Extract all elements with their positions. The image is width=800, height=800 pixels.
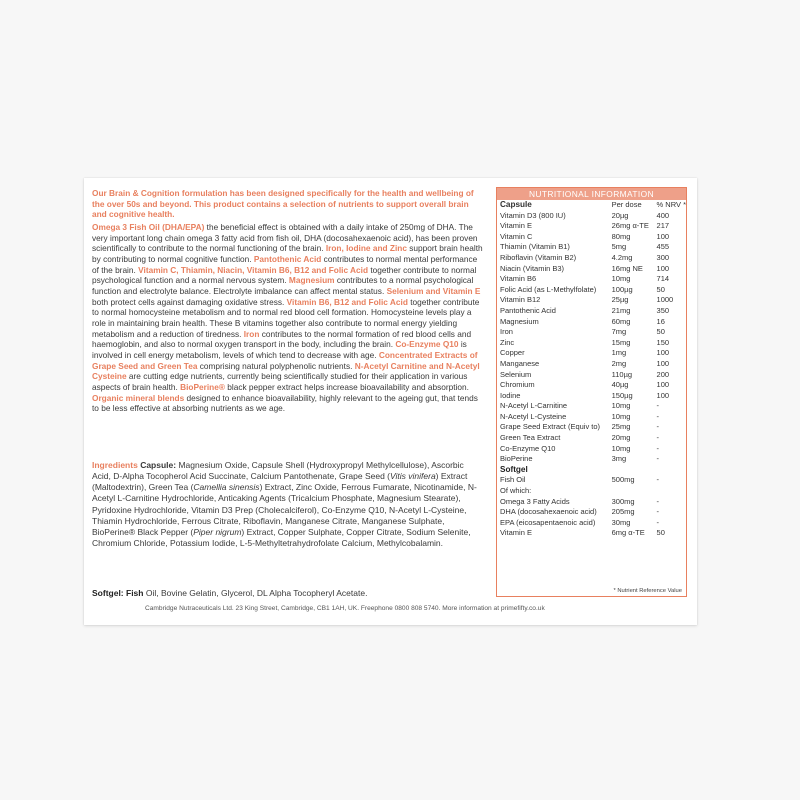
benefit-text: are cutting edge nutrients, currently being scientifically studied for their application in various aspects of brain health. (92, 371, 468, 392)
nutrient-name: Vitamin E (500, 221, 532, 231)
per-dose: 80mg (611, 231, 631, 241)
nutrient-name: Zinc (500, 337, 515, 347)
per-dose: 10mg (611, 401, 631, 411)
nutrition-row (497, 454, 686, 465)
nutrition-row (497, 359, 686, 370)
ingredients-capsule-text: ) Extract, Copper Sulphate, Copper Citrate, Sodium Selenite, Chromium Chloride, Potassium Iodide, L-5-Methyltetrahydrofolate Calcium, Methylcobalamin. (92, 526, 471, 549)
nutrient-name: Capsule (500, 200, 532, 209)
nutrition-row (497, 507, 686, 518)
softgel-label: Softgel: Fish (92, 588, 144, 598)
nrv-percent: - (656, 454, 660, 464)
nutrient-name: Folic Acid (as L-Methylfolate) (500, 284, 597, 294)
nutrition-row (497, 211, 686, 222)
nrv-percent: 100 (656, 380, 670, 390)
nutrient-highlight: BioPerine® (180, 381, 225, 392)
benefit-text: together contribute to normal homocysteine metabolism and to normal red blood cell formation. Homocysteine levels play a role in maintaining brain health. These B vitamins together also contribute to normal energy yielding metabolism and a reduction of tiredness. (92, 296, 480, 339)
per-dose: 500mg (611, 475, 635, 485)
nutrition-row (497, 412, 686, 423)
nutrition-row (497, 338, 686, 349)
nrv-percent: 100 (656, 390, 670, 400)
per-dose: 2mg (611, 358, 627, 368)
nrv-percent: 100 (656, 358, 670, 368)
nrv-percent: 350 (656, 305, 670, 315)
nrv-percent: - (656, 422, 660, 432)
nutrition-row (497, 401, 686, 412)
nutrition-row (497, 253, 686, 264)
nrv-percent: - (656, 475, 660, 485)
nutrition-row (497, 327, 686, 338)
per-dose: 26mg α-TE (611, 221, 649, 231)
nrv-percent: 50 (656, 528, 665, 538)
per-dose: 10mg (611, 443, 631, 453)
nrv-percent: - (656, 507, 660, 517)
ingredients-capsule-text: Magnesium Oxide, Capsule Shell (Hydroxypropyl Methylcellulose), Ascorbic Acid, D-Alpha Tocopherol Acid Succinate, Calcium Pantothenate, Grape Seed ( (92, 460, 464, 482)
nutrient-highlight: Vitamin B6, B12 and Folic Acid (286, 296, 408, 307)
nrv-percent: 150 (656, 337, 670, 347)
nutrition-row (497, 422, 686, 433)
ingredients-text (92, 460, 484, 549)
per-dose: 25mg (611, 422, 631, 432)
intro-text: Our Brain & Cognition formulation has been designed specifically for the health and wellbeing of the over 50s and beyond. This product contains a selection of nutrients to support overall brain and cognitive health. (92, 188, 474, 220)
nutrient-name: EPA (eicosapentaenoic acid) (500, 517, 596, 527)
benefit-text: designed to enhance bioavailability, highly relevant to the ageing gut, that tends to be less effective at absorbing nutrients as we age. (92, 392, 478, 414)
nutrition-row (497, 444, 686, 455)
nrv-percent: 714 (656, 274, 670, 284)
nrv-percent: - (656, 496, 660, 506)
nutrition-row (497, 221, 686, 232)
benefits-text (92, 222, 484, 414)
benefit-text: is involved in cell energy metabolism, levels of which tend to decrease with age. (92, 339, 467, 360)
softgel-ingredients (92, 588, 484, 598)
nutrient-highlight: Iron, Iodine and Zinc (325, 243, 407, 254)
per-dose: 110µg (611, 369, 633, 379)
per-dose: 6mg α-TE (611, 528, 645, 538)
nutrient-name: Selenium (500, 369, 532, 379)
nrv-percent: - (656, 433, 660, 443)
nutrient-highlight: Iron (243, 328, 260, 339)
nutrient-name: Green Tea Extract (500, 433, 561, 443)
nutrient-name: N-Acetyl L-Cysteine (500, 411, 567, 421)
nutrition-row (497, 242, 686, 253)
nrv-percent: 16 (656, 316, 665, 326)
benefit-text: the beneficial effect is obtained with a daily intake of 250mg of DHA. The very important long chain omega 3 fatty acid from fish oil, DHA (docosahexaenoic acid), has been proven scientifically to contribute to the normal functioning of the brain. (92, 222, 478, 254)
per-dose: 25µg (611, 295, 629, 305)
per-dose: 15mg (611, 337, 631, 347)
nrv-footnote: * Nutrient Reference Value (613, 588, 682, 594)
nutrition-row (497, 295, 686, 306)
nutrient-name: Vitamin B6 (500, 274, 537, 284)
nutrient-name: Iron (500, 327, 513, 337)
nutrient-name: Fish Oil (500, 475, 526, 485)
nutrient-name: Co-Enzyme Q10 (500, 443, 556, 453)
nutrient-name: Riboflavin (Vitamin B2) (500, 252, 577, 262)
nrv-percent: - (656, 411, 660, 421)
nrv-percent: 100 (656, 348, 670, 358)
benefit-text: contributes to a normal psychological function and electrolyte balance. Electrolyte imbalance can affect mental status. (92, 275, 474, 296)
per-dose: 4.2mg (611, 252, 633, 262)
nutrient-name: Grape Seed Extract (Equiv to) (500, 422, 601, 432)
nutrition-row (497, 306, 686, 317)
benefit-text: support brain health by contributing to normal cognitive function. (92, 243, 483, 264)
nrv-percent: 217 (656, 221, 670, 231)
nutrition-row (497, 433, 686, 444)
per-dose: 21mg (611, 305, 631, 315)
per-dose: 10mg (611, 274, 631, 284)
benefit-text: contributes to normal mental performance of the brain. (92, 253, 478, 275)
nrv-percent: 100 (656, 231, 670, 241)
latin-name: Piper nigrum (193, 526, 242, 537)
nutrition-row (497, 317, 686, 328)
per-dose: 60mg (611, 316, 631, 326)
nutrition-row (497, 391, 686, 402)
nutrient-name: DHA (docosahexaenoic acid) (500, 507, 597, 517)
per-dose: 20mg (611, 433, 631, 443)
nutrient-name: BioPerine (500, 454, 533, 464)
benefit-text: together contribute to normal psychological function and a normal nervous system. (92, 264, 477, 286)
nutrition-row (497, 497, 686, 508)
nrv-percent: 455 (656, 242, 670, 252)
benefit-text: both protect cells against damaging oxidative stress. (92, 296, 287, 307)
nrv-percent (655, 486, 686, 497)
capsule-label: Capsule: (140, 460, 177, 470)
nutrition-row (497, 528, 686, 539)
nrv-percent: 50 (656, 327, 665, 337)
nutrition-title: NUTRITIONAL INFORMATION (497, 188, 686, 200)
nutrition-row (497, 274, 686, 285)
nutrition-row (497, 285, 686, 296)
nrv-percent: % NRV * (656, 200, 686, 209)
nutrition-row (497, 370, 686, 381)
nutrition-panel (496, 187, 687, 597)
ingredients-capsule-text: ) Extract (Maltodextrin), Green Tea ( (92, 471, 468, 493)
benefit-text: black pepper extract helps increase bioavailability and absorption. (224, 381, 469, 392)
per-dose: Per dose (611, 200, 642, 209)
nrv-percent: 400 (656, 210, 670, 220)
nutrient-name: Copper (500, 348, 525, 358)
nutrient-highlight: Co-Enzyme Q10 (395, 339, 459, 350)
nutrient-highlight: N-Acetyl Carnitine and N-Acetyl Cysteine (92, 360, 480, 382)
per-dose (612, 486, 655, 497)
latin-name: Camellia sinensis (193, 482, 260, 493)
nutrient-name: Vitamin E (500, 528, 532, 538)
nutrition-row (497, 380, 686, 391)
benefit-text: comprising natural polyphenolic nutrients. (197, 360, 355, 371)
ingredients-label: Ingredients (92, 460, 138, 470)
nutrient-name: Omega 3 Fatty Acids (500, 496, 570, 506)
softgel-text: Oil, Bovine Gelatin, Glycerol, DL Alpha Tocopheryl Acetate. (143, 588, 368, 598)
nutrient-highlight: Concentrated Extracts of Grape Seed and Green Tea (92, 349, 478, 371)
nutrient-highlight: Organic mineral blends (92, 392, 185, 403)
per-dose: 16mg NE (611, 263, 643, 273)
per-dose: 150µg (611, 390, 633, 400)
nutrient-highlight: Selenium and Vitamin E (386, 285, 481, 296)
per-dose: 30mg (611, 517, 631, 527)
softgel-header: Softgel (500, 464, 528, 474)
nutrient-name: Niacin (Vitamin B3) (500, 263, 565, 273)
nutrient-name: Vitamin D3 (800 IU) (500, 210, 566, 220)
nutrient-name: Magnesium (500, 316, 539, 326)
ingredients-capsule-text: ) Extract, Zinc Oxide, Ferrous Fumarate, Nicotinamide, N-Acetyl L-Carnitine Hydrochloride, Anticaking Agents (Tricalcium Phosphate, Magnesium Stearate), Pyridoxine Hydrochloride, Vitamin D3 Prep (Cholecalciferol), Co-Enzyme Q10, N-Acetyl L-Cysteine, Thiamin Hydrochloride, Ferrous Citrate, Riboflavin, Manganese Citrate, Manganese Sulphate, BioPerine® Black Pepper ( (92, 482, 477, 537)
per-dose: 3mg (611, 454, 627, 464)
nutrient-highlight: Magnesium (288, 275, 335, 286)
per-dose: 1mg (611, 348, 627, 358)
benefit-text: contributes to the normal formation of red blood cells and haemoglobin, and also to normal oxygen transport in the body, including the brain. (92, 328, 472, 350)
nutrient-name: Pantothenic Acid (500, 305, 556, 315)
nutrient-highlight: Pantothenic Acid (253, 253, 322, 264)
nutrient-name: Iodine (500, 390, 521, 400)
nrv-percent: 300 (656, 252, 670, 262)
softgel-section-header (497, 465, 686, 476)
nutrient-name: Thiamin (Vitamin B1) (500, 242, 570, 252)
latin-name: Vitis vinifera (390, 471, 436, 482)
nutrition-row (497, 232, 686, 243)
nutrient-name: Vitamin B12 (500, 295, 541, 305)
per-dose: 100µg (611, 284, 633, 294)
per-dose: 300mg (611, 496, 635, 506)
nutrient-name: N-Acetyl L-Carnitine (500, 401, 568, 411)
nrv-percent: - (656, 443, 660, 453)
per-dose: 5mg (611, 242, 627, 252)
nrv-percent: 100 (656, 263, 670, 273)
company-footer: Cambridge Nutraceuticals Ltd. 23 King Street, Cambridge, CB1 1AH, UK. Freephone 0800 808 5740. More information at primefifty.co.uk (145, 605, 545, 612)
nutrient-highlight: Omega 3 Fish Oil (DHA/EPA) (92, 222, 205, 232)
nutrition-table (497, 200, 686, 539)
nrv-percent: 200 (656, 369, 670, 379)
nrv-percent: - (656, 401, 660, 411)
per-dose: 7mg (611, 327, 627, 337)
per-dose: 40µg (611, 380, 629, 390)
nutrition-row (497, 348, 686, 359)
nutrient-name: Vitamin C (500, 231, 533, 241)
per-dose: 10mg (611, 411, 631, 421)
nutrition-row (497, 518, 686, 529)
nrv-percent: - (656, 517, 660, 527)
nrv-percent: 50 (656, 284, 665, 294)
nutrient-name: Manganese (500, 358, 540, 368)
nrv-percent: 1000 (656, 295, 674, 305)
nutrition-row (497, 475, 686, 486)
nutrient-name: Of which: (500, 486, 532, 496)
nutrition-row (497, 200, 686, 211)
nutrition-row (497, 264, 686, 275)
nutrient-highlight: Vitamin C, Thiamin, Niacin, Vitamin B6, B12 and Folic Acid (138, 264, 369, 275)
nutrition-row (497, 486, 686, 497)
per-dose: 205mg (611, 507, 635, 517)
per-dose: 20µg (611, 210, 629, 220)
nutrient-name: Chromium (500, 380, 535, 390)
